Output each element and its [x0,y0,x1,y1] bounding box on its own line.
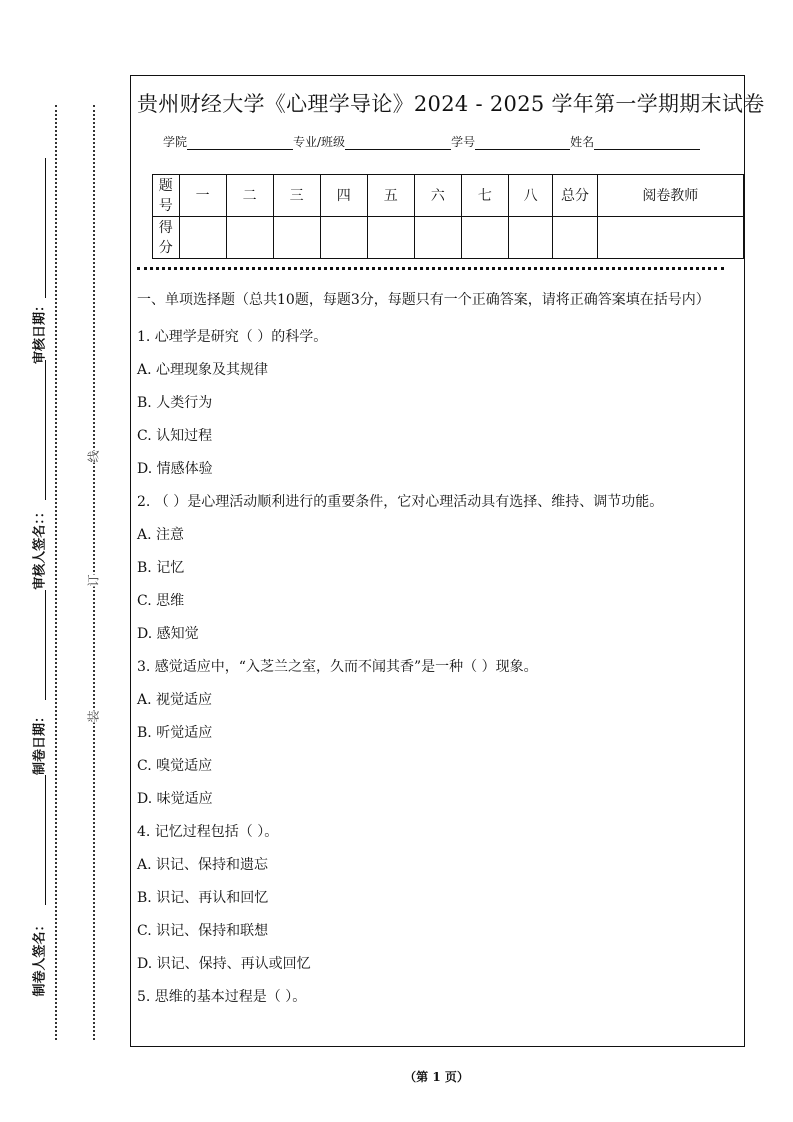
score-table [152,174,744,259]
field-college-label: 学院 [163,135,188,149]
col-total: 总分 [553,175,597,217]
field-id-label: 学号 [451,135,476,149]
exam-title: 贵州财经大学《心理学导论》2024 - 2025 学年第一学期期末试卷 [137,92,765,116]
answer-option: C. 认知过程 [137,428,213,444]
score-cell[interactable] [553,217,597,259]
maker-sign-label: 制卷人签名： [32,918,48,997]
score-cell[interactable] [273,217,320,259]
answer-option: D. 情感体验 [137,461,213,477]
review-date-label: 审核日期： [32,299,48,365]
col-6: 六 [414,175,461,217]
answer-option: A. 视觉适应 [137,692,213,708]
answer-option: D. 识记、保持、再认或回忆 [137,956,311,972]
col-grader: 阅卷教师 [597,175,743,217]
section-single-choice [137,289,740,1014]
answer-option: C. 识记、保持和联想 [137,923,269,939]
score-cell[interactable] [597,217,743,259]
score-cell[interactable] [320,217,367,259]
question-stem: 3. 感觉适应中，“入芝兰之室，久而不闻其香”是一种（ ）现象。 [137,659,538,675]
field-major-label: 专业/班级 [293,135,346,149]
outer-dotted-line [55,105,57,1040]
field-name-label: 姓名 [570,135,595,149]
score-table-score-row [153,217,744,259]
page-number: （第 1 页） [404,1070,469,1084]
answer-option: C. 思维 [137,593,185,609]
field-name-input[interactable] [594,137,700,150]
score-cell[interactable] [226,217,273,259]
col-1: 一 [179,175,226,217]
score-cell[interactable] [461,217,508,259]
answer-option: A. 识记、保持和遗忘 [137,857,269,873]
col-5: 五 [367,175,414,217]
reviewer-sign-label: 审核人签名：： [32,505,48,590]
answer-option: D. 感知觉 [137,626,199,642]
make-date-label: 制卷日期： [32,710,48,776]
row-label-score: 得分 [153,217,180,259]
question-stem: 2. （ ）是心理活动顺利进行的重要条件，它对心理活动具有选择、维持、调节功能。 [137,494,664,510]
question-stem: 4. 记忆过程包括（ ）。 [137,824,279,840]
field-college-input[interactable] [187,137,293,150]
answer-option: B. 听觉适应 [137,725,213,741]
col-2: 二 [226,175,273,217]
answer-option: D. 味觉适应 [137,791,213,807]
field-id-input[interactable] [475,137,570,150]
row-label-question: 题号 [153,175,180,217]
answer-option: B. 记忆 [137,560,185,576]
answer-option: C. 嗅觉适应 [137,758,213,774]
exam-frame [130,75,765,1047]
score-cell[interactable] [367,217,414,259]
answer-option: A. 注意 [137,527,185,543]
reviewer-sign-line [45,360,46,500]
score-table-header-row [153,175,744,217]
bind-mark-staple: 订 [86,574,101,587]
score-cell[interactable] [508,217,552,259]
answer-option: A. 心理现象及其规律 [137,362,269,378]
question-stem: 5. 思维的基本过程是（ ）。 [137,989,307,1005]
answer-option: B. 识记、再认和回忆 [137,890,269,906]
answer-option: B. 人类行为 [137,395,213,411]
section-heading: 一、单项选择题（总共10题，每题3分，每题只有一个正确答案，请将正确答案填在括号内） [137,292,710,308]
inner-dotted-line [93,105,95,1040]
student-info [163,133,700,150]
field-major-input[interactable] [345,137,451,150]
col-8: 八 [508,175,552,217]
bind-mark-line: 线 [86,450,101,463]
bind-mark-bind: 装 [86,710,101,723]
maker-sign-line [45,775,46,905]
question-stem: 1. 心理学是研究（ ）的科学。 [137,329,328,345]
col-4: 四 [320,175,367,217]
question-list [137,321,740,1014]
separator-dotted [137,267,724,270]
col-3: 三 [273,175,320,217]
col-7: 七 [461,175,508,217]
score-cell[interactable] [179,217,226,259]
score-cell[interactable] [414,217,461,259]
